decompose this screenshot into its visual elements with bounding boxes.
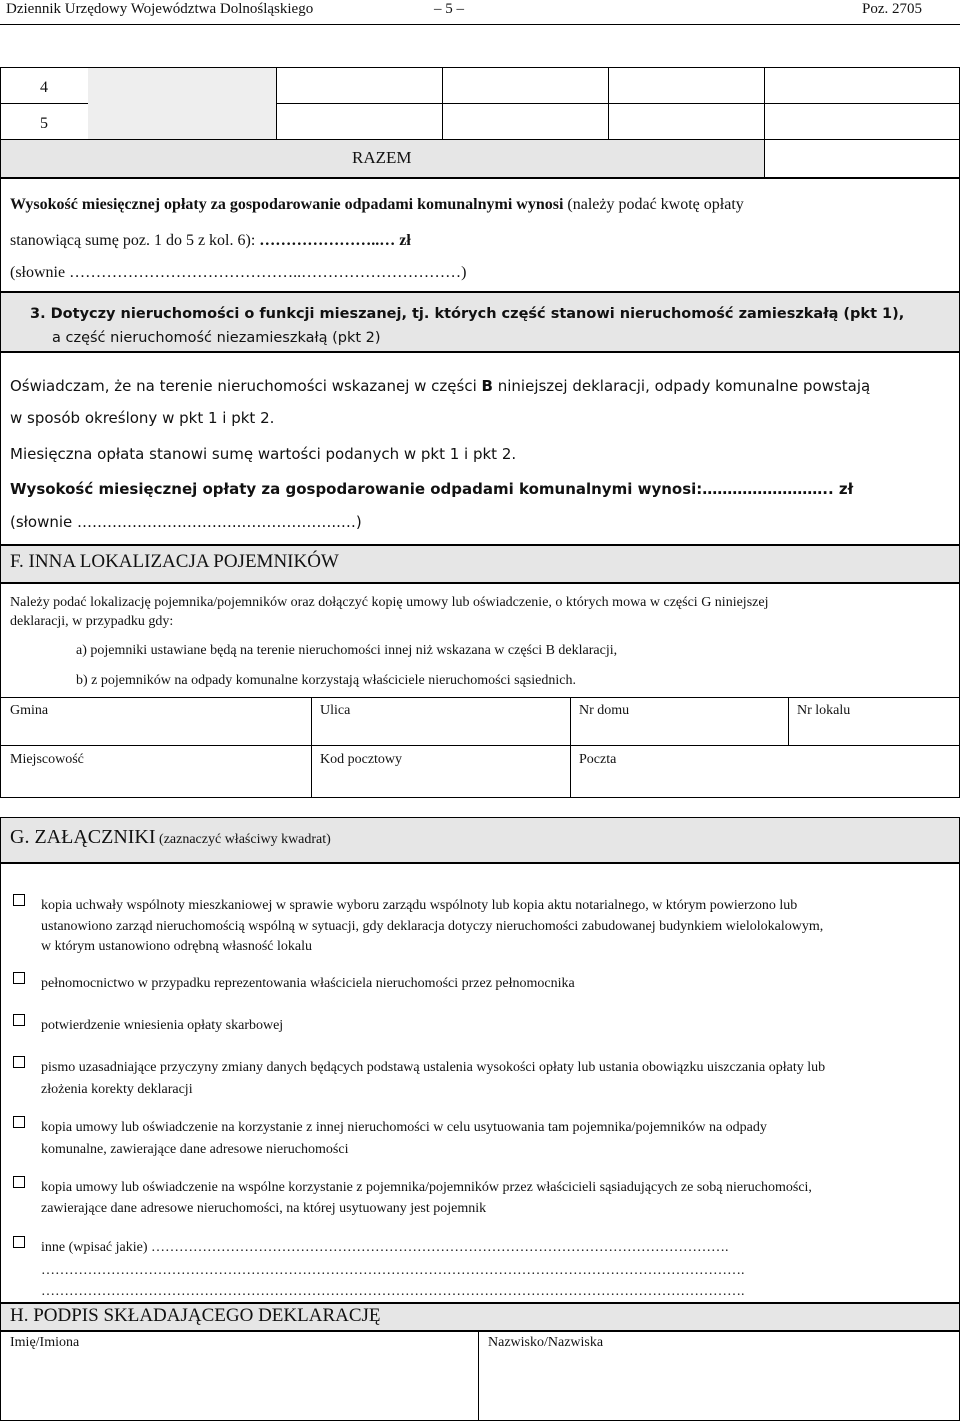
- attachment-5-checkbox[interactable]: [13, 1116, 25, 1128]
- attachment-7-checkbox[interactable]: [13, 1236, 25, 1248]
- attachment-7-line1[interactable]: inne (wpisać jakie) …………………………………………………………………………………………………………….: [41, 1240, 729, 1255]
- attachment-5-line1: kopia umowy lub oświadczenie na korzystanie z innej nieruchomości w celu usytuowania tam pojemnika/pojemników na odpady: [41, 1120, 767, 1135]
- fee-in-words: (słownie ……………………………………..…………………………): [10, 264, 467, 281]
- attachment-6-line2: zawierające dane adresowe nieruchomości, na której usytuowany jest pojemnik: [41, 1201, 487, 1216]
- nr-domu-field[interactable]: Nr domu: [579, 703, 630, 718]
- razem-label: RAZEM: [352, 148, 412, 167]
- section-3-title-line1: 3. Dotyczy nieruchomości o funkcji mieszanej, tj. których część stanowi nieruchomość zamieszkałą (pkt 1),: [30, 306, 905, 322]
- attachment-7-line3[interactable]: …………………………………………………………………………………………………………………………………….: [41, 1284, 745, 1299]
- declaration-text-line1: Oświadczam, że na terenie nieruchomości wskazanej w części B niniejszej deklaracji, odpady komunalne powstają: [10, 377, 871, 395]
- attachment-4-checkbox[interactable]: [13, 1056, 25, 1068]
- attachment-4-line1: pismo uzasadniające przyczyny zmiany danych będących podstawą ustalenia wysokości opłaty lub ustania obowiązku uiszczania opłaty lub: [41, 1060, 826, 1075]
- fee-line-1: Wysokość miesięcznej opłaty za gospodarowanie odpadami komunalnymi wynosi (należy podać kwotę opłaty: [10, 196, 744, 213]
- first-name-field[interactable]: Imię/Imiona: [10, 1335, 80, 1350]
- attachment-5-line2: komunalne, zawierające dane adresowe nieruchomości: [41, 1142, 349, 1157]
- attachment-4-line2: złożenia korekty deklaracji: [41, 1082, 193, 1097]
- attachment-7-line2[interactable]: …………………………………………………………………………………………………………………………………….: [41, 1263, 745, 1278]
- row-4-label: 4: [40, 79, 48, 96]
- miejscowosc-field[interactable]: Miejscowość: [10, 752, 84, 767]
- row-5-label: 5: [40, 115, 48, 132]
- section-g-title: G. ZAŁĄCZNIKI: [10, 826, 156, 848]
- mixed-fee-line: Wysokość miesięcznej opłaty za gospodarowanie odpadami komunalnymi wynosi:…………………….. zł: [10, 480, 854, 498]
- attachment-6-checkbox[interactable]: [13, 1176, 25, 1188]
- section-h-title: H. PODPIS SKŁADAJĄCEGO DEKLARACJĘ: [10, 1305, 381, 1326]
- section-g-note: (zaznaczyć właściwy kwadrat): [155, 832, 331, 847]
- journal-title: Dziennik Urzędowy Województwa Dolnośląskiego: [6, 1, 314, 17]
- page-header: [0, 0, 960, 24]
- last-name-field[interactable]: Nazwisko/Nazwiska: [488, 1335, 604, 1350]
- attachment-2-checkbox[interactable]: [13, 972, 25, 984]
- attachment-1-line1: kopia uchwały wspólnoty mieszkaniowej w sprawie wyboru zarządu wspólnoty lub kopia aktu notarialnego, w którym powierzono lub: [41, 898, 798, 913]
- attachment-1-line3: w którym ustanowiono odrębną własność lokalu: [41, 939, 313, 954]
- declaration-text-line2: w sposób określony w pkt 1 i pkt 2.: [10, 409, 275, 427]
- poczta-field[interactable]: Poczta: [579, 752, 617, 767]
- attachment-1-line2: ustanowiono zarząd nieruchomością wspólną w sytuacji, gdy deklaracja dotyczy nieruchomości zabudowanej budynkiem wielolokalowym,: [41, 919, 824, 934]
- nr-lokalu-field[interactable]: Nr lokalu: [797, 703, 851, 718]
- header-rule: [0, 24, 960, 25]
- mixed-fee-in-words: (słownie ………………….………..………………..…): [10, 513, 362, 531]
- ulica-field[interactable]: Ulica: [320, 703, 351, 718]
- section-f-item-b: b) z pojemników na odpady komunalne korzystają właściciele nieruchomości sąsiednich.: [76, 673, 576, 688]
- section-f-intro-line1: Należy podać lokalizację pojemnika/pojemników oraz dołączyć kopię umowy lub oświadczenie, o których mowa w części G niniejszej: [10, 595, 769, 610]
- section-g-title-wrap: [10, 826, 331, 849]
- section-f-title: F. INNA LOKALIZACJA POJEMNIKÓW: [10, 551, 339, 572]
- page-number: – 5 –: [434, 1, 464, 17]
- attachment-3-checkbox[interactable]: [13, 1014, 25, 1026]
- section-f-item-a: a) pojemniki ustawiane będą na terenie nieruchomości innej niż wskazana w części B deklaracji,: [76, 643, 618, 658]
- attachment-6-line1: kopia umowy lub oświadczenie na wspólne korzystanie z pojemnika/pojemników przez właścicieli sąsiadujących ze sobą nieruchomości,: [41, 1180, 812, 1195]
- attachment-1-checkbox[interactable]: [13, 894, 25, 906]
- signature-box: [0, 1331, 960, 1421]
- gmina-field[interactable]: Gmina: [10, 703, 49, 718]
- attachment-3-line1: potwierdzenie wniesienia opłaty skarbowej: [41, 1018, 284, 1033]
- sum-note: Miesięczna opłata stanowi sumę wartości podanych w pkt 1 i pkt 2.: [10, 445, 517, 463]
- kod-pocztowy-field[interactable]: Kod pocztowy: [320, 752, 403, 767]
- attachment-2-line1: pełnomocnictwo w przypadku reprezentowania właściciela nieruchomości przez pełnomocnika: [41, 976, 575, 991]
- section-3-title-line2: a część nieruchomość niezamieszkałą (pkt 2): [52, 330, 381, 346]
- section-f-intro-line2: deklaracji, w przypadku gdy:: [10, 614, 174, 629]
- position-number: Poz. 2705: [862, 1, 922, 17]
- fee-line-2: stanowiącą sumę poz. 1 do 5 z kol. 6): …………………..… zł: [10, 232, 411, 249]
